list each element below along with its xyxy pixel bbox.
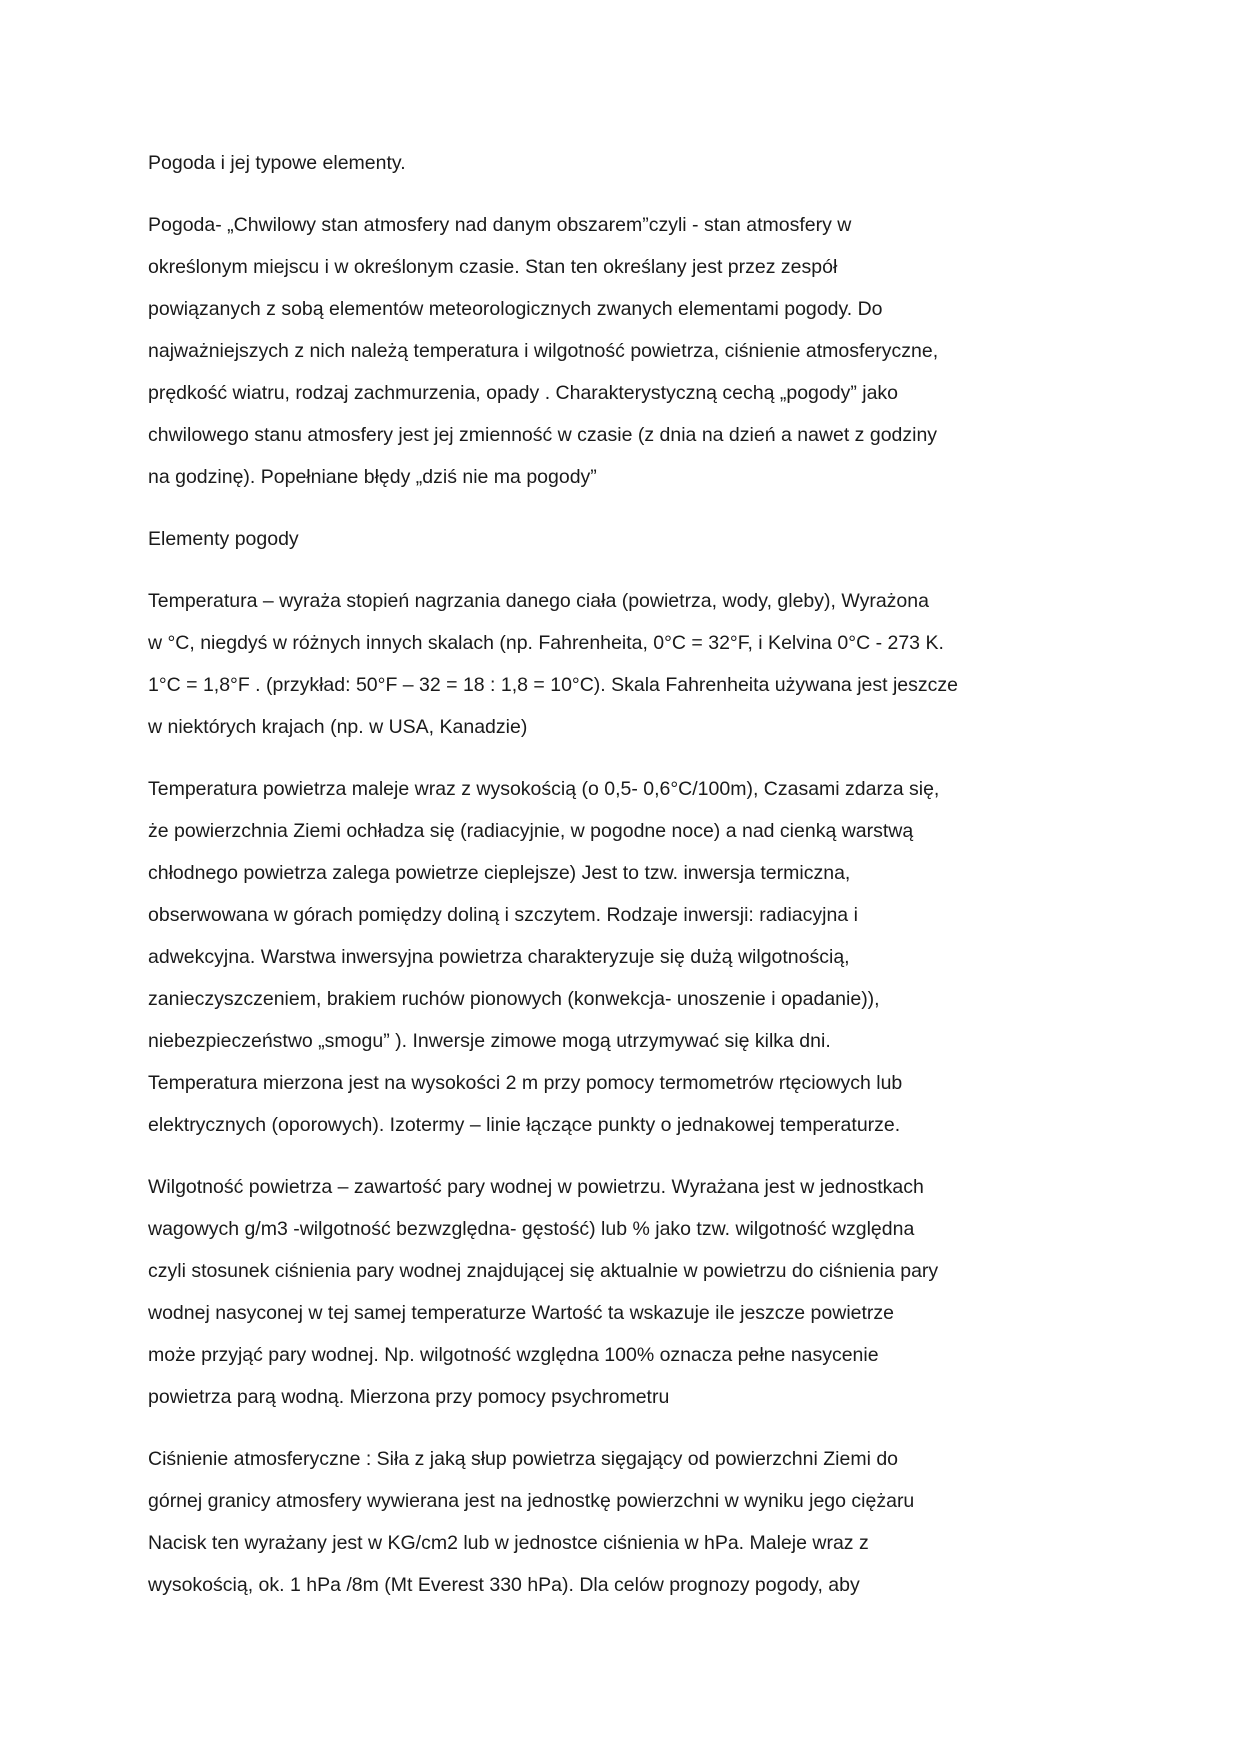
text-line: elektrycznych (oporowych). Izotermy – linie łączące punkty o jednakowej temperaturze. [148, 1114, 901, 1136]
text-line: wagowych g/m3 -wilgotność bezwzględna- gęstość) lub % jako tzw. wilgotność względna [148, 1218, 915, 1240]
document-title: Pogoda i jej typowe elementy. [148, 152, 406, 174]
text-line: powietrza parą wodną. Mierzona przy pomocy psychrometru [148, 1386, 670, 1408]
text-line: wodnej nasyconej w tej samej temperaturze Wartość ta wskazuje ile jeszcze powietrze [148, 1302, 895, 1324]
text-line: najważniejszych z nich należą temperatura i wilgotność powietrza, ciśnienie atmosferyczne, [148, 340, 939, 362]
paragraph-definition [148, 204, 1008, 498]
text-line: Temperatura powietrza maleje wraz z wysokością (o 0,5- 0,6°C/100m), Czasami zdarza się, [148, 778, 940, 800]
paragraph-pressure [148, 1438, 1008, 1606]
text-line: w niektórych krajach (np. w USA, Kanadzie) [148, 716, 528, 738]
text-line: że powierzchnia Ziemi ochładza się (radiacyjnie, w pogodne noce) a nad cienką warstwą [148, 820, 914, 842]
text-line: zanieczyszczeniem, brakiem ruchów pionowych (konwekcja- unoszenie i opadanie)), [148, 988, 880, 1010]
text-line: Temperatura mierzona jest na wysokości 2 m przy pomocy termometrów rtęciowych lub [148, 1072, 903, 1094]
text-line: niebezpieczeństwo „smogu” ). Inwersje zimowe mogą utrzymywać się kilka dni. [148, 1030, 831, 1052]
text-line: chwilowego stanu atmosfery jest jej zmienność w czasie (z dnia na dzień a nawet z godziny [148, 424, 938, 446]
text-line: na godzinę). Popełniane błędy „dziś nie ma pogody” [148, 466, 597, 488]
paragraph-spacer [148, 560, 1008, 580]
paragraph-spacer [148, 748, 1008, 768]
text-line: Wilgotność powietrza – zawartość pary wodnej w powietrzu. Wyrażana jest w jednostkach [148, 1176, 924, 1198]
text-line: czyli stosunek ciśnienia pary wodnej znajdującej się aktualnie w powietrzu do ciśnienia pary [148, 1260, 939, 1282]
text-line: powiązanych z sobą elementów meteorologicznych zwanych elementami pogody. Do [148, 298, 883, 320]
text-line: Temperatura – wyraża stopień nagrzania danego ciała (powietrza, wody, gleby), Wyrażona [148, 590, 929, 612]
paragraph-spacer [148, 184, 1008, 204]
text-line: 1°C = 1,8°F . (przykład: 50°F – 32 = 18 : 1,8 = 10°C). Skala Fahrenheita używana jest jeszcze [148, 674, 958, 696]
text-line: Nacisk ten wyrażany jest w KG/cm2 lub w jednostce ciśnienia w hPa. Maleje wraz z [148, 1532, 869, 1554]
text-line: prędkość wiatru, rodzaj zachmurzenia, opady . Charakterystyczną cechą „pogody” jako [148, 382, 899, 404]
text-line: adwekcyjna. Warstwa inwersyjna powietrza charakteryzuje się dużą wilgotnością, [148, 946, 850, 968]
document-body [148, 142, 1008, 1606]
paragraph-spacer [148, 498, 1008, 518]
paragraph-temperature [148, 580, 1008, 748]
text-line: określonym miejscu i w określonym czasie. Stan ten określany jest przez zespół [148, 256, 838, 278]
paragraph-spacer [148, 1146, 1008, 1166]
text-line: górnej granicy atmosfery wywierana jest na jednostkę powierzchni w wyniku jego ciężaru [148, 1490, 915, 1512]
paragraph-temperature-altitude [148, 768, 1008, 1146]
text-line: obserwowana w górach pomiędzy doliną i szczytem. Rodzaje inwersji: radiacyjna i [148, 904, 858, 926]
text-line: wysokością, ok. 1 hPa /8m (Mt Everest 330 hPa). Dla celów prognozy pogody, aby [148, 1574, 860, 1596]
paragraph-humidity [148, 1166, 1008, 1418]
text-line: może przyjąć pary wodnej. Np. wilgotność względna 100% oznacza pełne nasycenie [148, 1344, 879, 1366]
text-line: w °C, niegdyś w różnych innych skalach (np. Fahrenheita, 0°C = 32°F, i Kelvina 0°C - 273 K. [148, 632, 944, 654]
paragraph-spacer [148, 1418, 1008, 1438]
text-line: chłodnego powietrza zalega powietrze cieplejsze) Jest to tzw. inwersja termiczna, [148, 862, 851, 884]
text-line: Ciśnienie atmosferyczne : Siła z jaką słup powietrza sięgający od powierzchni Ziemi do [148, 1448, 899, 1470]
text-line: Pogoda- „Chwilowy stan atmosfery nad danym obszarem”czyli - stan atmosfery w [148, 214, 852, 236]
section-heading-elements [148, 518, 1008, 560]
section-heading: Elementy pogody [148, 528, 299, 550]
